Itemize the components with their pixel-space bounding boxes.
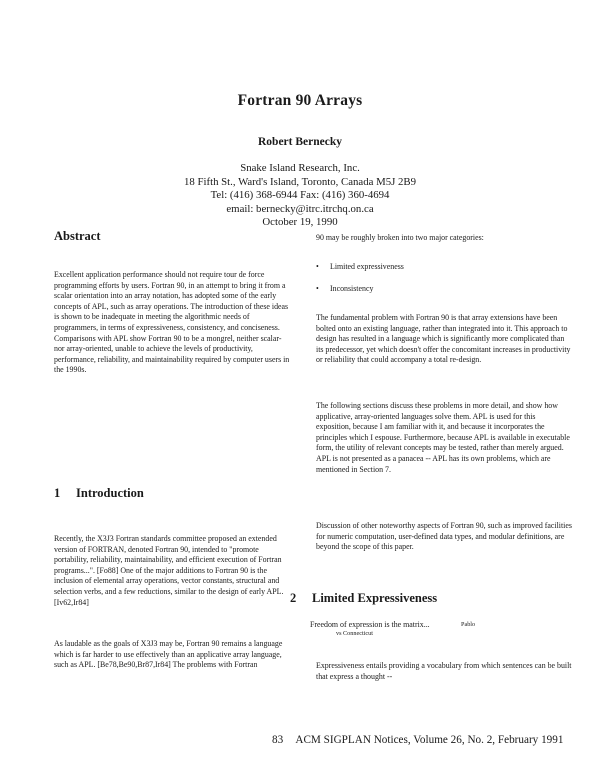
introduction-paragraph-1: Recently, the X3J3 Fortran standards committee proposed an extended version of FORTRAN, denoted Fortran 90, intended to "promote portability, reliability, maintainability, and efficient execution of Fortran programs...". [Fo88] One of the major additions to Fortran 90 is the inclusion of elemental array operations, vector constants, structural and selection verbs, and a few reductions, similar to the design of early APL. [Iv62,Ir84] [54,534,284,607]
following-sections-paragraph: The following sections discuss these problems in more detail, and show how applicative, array-oriented languages solve them. APL is used for this exposition, because I am familiar with it, and because it incorporates the principles which I espouse. Furthermore, because APL is available in executable form, the utility of relevant concepts may be tested, rather than merely argued. APL is not presented as a panacea -- APL has its own problems, which are mentioned in Section 7. [316,401,570,474]
affiliation-email: email: bernecky@itrc.itrchq.on.ca [226,202,374,215]
paper-author: Robert Bernecky [258,136,342,148]
other-aspects-paragraph: Discussion of other noteworthy aspects of Fortran 90, such as improved facilities for numeric computation, user-defined data types, and modular definitions, are beyond the scope of this paper. [316,521,572,552]
paper-title: Fortran 90 Arrays [237,92,363,109]
page-number: 83 [272,734,284,746]
categories-lead: 90 may be roughly broken into two major categories: [316,233,484,242]
journal-citation: ACM SIGPLAN Notices, Volume 26, No. 2, February 1991 [295,734,564,746]
bullet-item: • Limited expressiveness [316,262,404,271]
bullet-icon: • [316,262,319,271]
author-affiliation [0,162,600,230]
affiliation-address: 18 Fifth St., Ward's Island, Toronto, Canada M5J 2B9 [183,175,417,188]
page-footer [272,734,563,746]
epigraph-quote: Freedom of expression is the matrix... [310,620,430,629]
introduction-heading: 1 Introduction [54,486,144,500]
introduction-paragraph-2: As laudable as the goals of X3J3 may be, Fortran 90 remains a language which is far harder to use effectively than an applicative array language, such as APL. [Be78,Be90,Br87,Ir84] The problems with Fortran [54,639,283,670]
affiliation-phone: Tel: (416) 368-6944 Fax: (416) 360-4694 [210,189,390,202]
epigraph-attribution-name: Pablo [461,621,476,628]
affiliation-company: Snake Island Research, Inc. [240,162,360,174]
limited-expressiveness-heading: 2 Limited Expressiveness [290,591,438,605]
expressiveness-paragraph: Expressiveness entails providing a vocabulary from which sentences can be built that express a thought -- [316,661,572,681]
fundamental-problem-paragraph: The fundamental problem with Fortran 90 is that array extensions have been bolted onto an existing language, rather than integrated into it. This approach to design has resulted in a language which is significantly more complicated than its predecessor, yet which doesn't offer the concomitant increases in productivity or reliability that could accompany a total re-design. [316,313,571,365]
abstract-heading: Abstract [54,229,101,243]
bullet-icon: • [316,284,319,293]
paper-date: October 19, 1990 [262,216,338,229]
bullet-item: • Inconsistency [316,284,374,293]
epigraph-attribution-source: vs Connecticut [336,630,373,637]
abstract-text: Excellent application performance should not require tour de force programming efforts by users. Fortran 90, in an attempt to bring it from a scalar orientation into an array notation, has adopted some of the early concepts of APL, such as array operations. The introduction of these ideas is shown to be inadequate in meeting the algorithmic needs of programmers, in terms of expressiveness, consistency, and conciseness. Comparisons with APL show Fortran 90 to be a mongrel, neither scalar- nor array-oriented, unable to achieve the levels of productivity, performance, reliability, and maintainability required by computer users in the 1990s. [54,270,290,375]
